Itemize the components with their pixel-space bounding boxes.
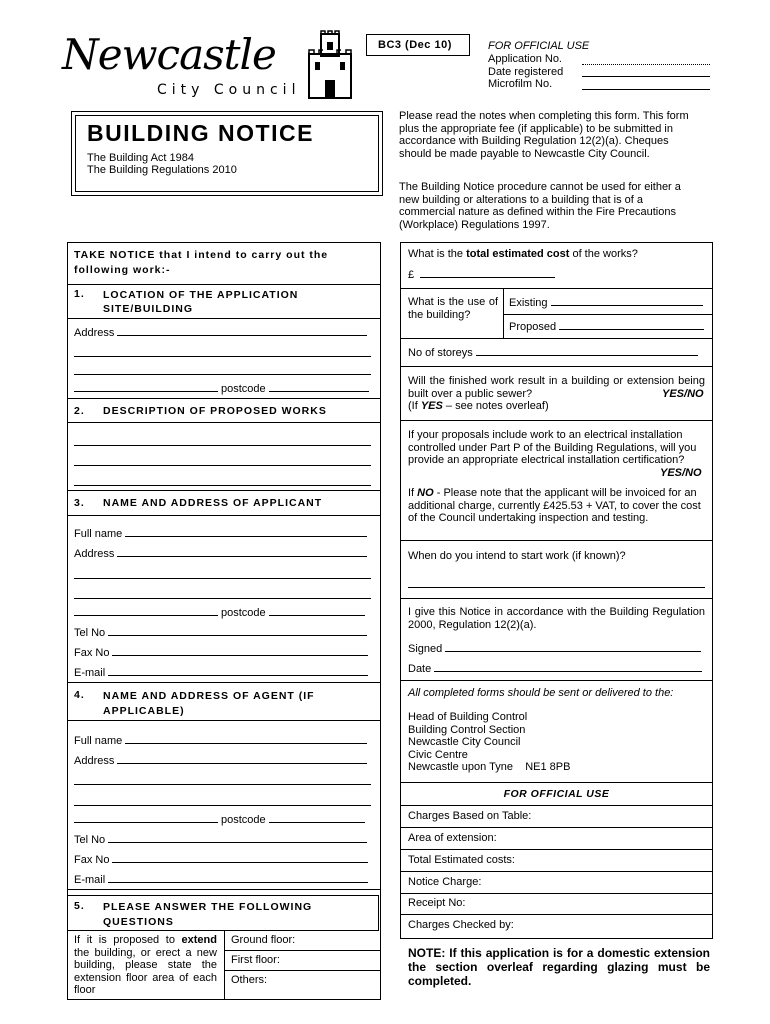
microfilm-line[interactable]	[582, 89, 710, 90]
official-row-total-costs: Total Estimated costs:	[408, 854, 515, 866]
site-address-line-3[interactable]	[74, 374, 371, 375]
start-date-line[interactable]	[408, 587, 705, 588]
agent-name-field[interactable]: Full name	[74, 734, 367, 747]
agent-postcode-field[interactable]: postcode	[74, 813, 365, 826]
logo-name: Newcastle	[62, 30, 276, 79]
applicant-postcode-field[interactable]: postcode	[74, 606, 365, 619]
existing-use-field[interactable]: Existing	[509, 296, 703, 309]
sewer-question: Will the finished work result in a building or extension being built over a public sewer?	[408, 375, 705, 400]
description-line-2[interactable]	[74, 465, 371, 466]
applicant-fax-field[interactable]: Fax No	[74, 646, 368, 659]
site-address-line-2[interactable]	[74, 356, 371, 357]
official-field-microfilm: Microfilm No.	[488, 78, 553, 90]
form-code: BC3 (Dec 10)	[378, 39, 452, 51]
official-use-title: FOR OFFICIAL USE	[503, 788, 610, 800]
section-5-title: PLEASE ANSWER THE FOLLOWING QUESTIONS	[103, 901, 313, 928]
start-date-question: When do you intend to start work (if known)?	[408, 550, 626, 562]
agent-email-field[interactable]: E-mail	[74, 873, 368, 886]
section-1-title: LOCATION OF THE APPLICATION SITE/BUILDING	[103, 289, 299, 315]
act-line: The Building Act 1984	[87, 152, 195, 164]
building-use-question: What is the use of the building?	[408, 296, 498, 321]
glazing-note: NOTE: If this application is for a domestic extension the section overleaf regarding glazing must be completed.	[408, 946, 710, 988]
others-field[interactable]: Others:	[231, 974, 268, 986]
regulations-line: The Building Regulations 2010	[87, 164, 237, 176]
section-4-title: NAME AND ADDRESS OF AGENT (IF APPLICABLE)	[103, 690, 315, 717]
council-logo	[62, 30, 352, 102]
section-1-number: 1.	[74, 288, 85, 300]
castle-icon	[307, 30, 353, 102]
official-row-notice-charge: Notice Charge:	[408, 876, 482, 888]
electrical-question: If your proposals include work to an electrical installation controlled under Part P of the Building Regulations, will you provide an appropriate electrical installation certification?	[408, 429, 697, 466]
section-4-number: 4.	[74, 689, 85, 701]
electrical-note: If NO - Please note that the applicant will be invoiced for an additional charge, currently £425.53 + VAT, to cover the cost of the Council undertaking inspection and testing.	[408, 487, 701, 524]
official-field-date: Date registered	[488, 66, 564, 78]
electrical-yes-no[interactable]: YES/NO	[660, 467, 702, 479]
official-row-charges-table: Charges Based on Table:	[408, 810, 532, 822]
site-address-field[interactable]: Address	[74, 326, 367, 339]
logo-subtitle: City Council	[157, 82, 301, 98]
agent-address-line-3[interactable]	[74, 805, 371, 806]
send-to-note: All completed forms should be sent or delivered to the:	[408, 687, 674, 699]
take-notice: TAKE NOTICE that I intend to carry out the following work:-	[74, 249, 329, 276]
agent-address-line-2[interactable]	[74, 784, 371, 785]
section-2-title: DESCRIPTION OF PROPOSED WORKS	[103, 405, 327, 417]
applicant-address-line-2[interactable]	[74, 578, 371, 579]
section-3-number: 3.	[74, 497, 85, 509]
proposed-use-field[interactable]: Proposed	[509, 320, 704, 333]
intro-paragraph-2: The Building Notice procedure cannot be used for either a new building or alterations to a building that is of a commercial nature as defined within the Fire Precautions (Workplace) Regulations 1997.	[399, 181, 681, 231]
first-floor-field[interactable]: First floor:	[231, 954, 280, 966]
agent-fax-field[interactable]: Fax No	[74, 853, 368, 866]
site-postcode-field[interactable]: postcode	[74, 382, 369, 395]
official-row-area: Area of extension:	[408, 832, 497, 844]
applicant-name-field[interactable]: Full name	[74, 527, 367, 540]
official-field-application: Application No.	[488, 53, 562, 65]
application-no-line[interactable]	[582, 64, 710, 65]
applicant-tel-field[interactable]: Tel No	[74, 626, 367, 639]
applicant-address-line-3[interactable]	[74, 598, 371, 599]
document-title: BUILDING NOTICE	[87, 120, 314, 146]
sewer-note: (If YES – see notes overleaf)	[408, 400, 549, 412]
sewer-yes-no[interactable]: YES/NO	[662, 388, 704, 400]
description-line-3[interactable]	[74, 485, 371, 486]
signed-field[interactable]: Signed	[408, 642, 701, 655]
intro-paragraph-1: Please read the notes when completing this form. This form plus the appropriate fee (if applicable) to be submitted in accordance with Building Regulation 12(2)(a). Cheques should be made payable to Newcastle City Council.	[399, 110, 689, 160]
total-cost-question: What is the total estimated cost of the works?	[408, 248, 638, 260]
applicant-address-field[interactable]: Address	[74, 547, 367, 560]
official-use-header: FOR OFFICIAL USE	[488, 40, 590, 52]
section-3-title: NAME AND ADDRESS OF APPLICANT	[103, 497, 323, 509]
applicant-email-field[interactable]: E-mail	[74, 666, 368, 679]
section-2-number: 2.	[74, 405, 85, 417]
date-registered-line[interactable]	[582, 76, 710, 77]
date-field[interactable]: Date	[408, 662, 702, 675]
description-line-1[interactable]	[74, 445, 371, 446]
ground-floor-field[interactable]: Ground floor:	[231, 934, 296, 946]
official-row-receipt: Receipt No:	[408, 897, 466, 909]
total-cost-field[interactable]: £	[408, 268, 555, 281]
official-row-checked: Charges Checked by:	[408, 919, 514, 931]
storeys-field[interactable]: No of storeys	[408, 346, 698, 359]
section-5-number: 5.	[74, 900, 85, 912]
return-address: Head of Building Control Building Control Section Newcastle City Council Civic Centre Newcastle upon Tyne NE1 8PB	[408, 711, 571, 773]
agent-tel-field[interactable]: Tel No	[74, 833, 367, 846]
extension-area-question: If it is proposed to extend the building, or erect a new building, please state the extension floor area of each floor	[74, 934, 217, 996]
agent-address-field[interactable]: Address	[74, 754, 367, 767]
give-notice-statement: I give this Notice in accordance with the Building Regulation 2000, Regulation 12(2)(a).	[408, 606, 705, 631]
